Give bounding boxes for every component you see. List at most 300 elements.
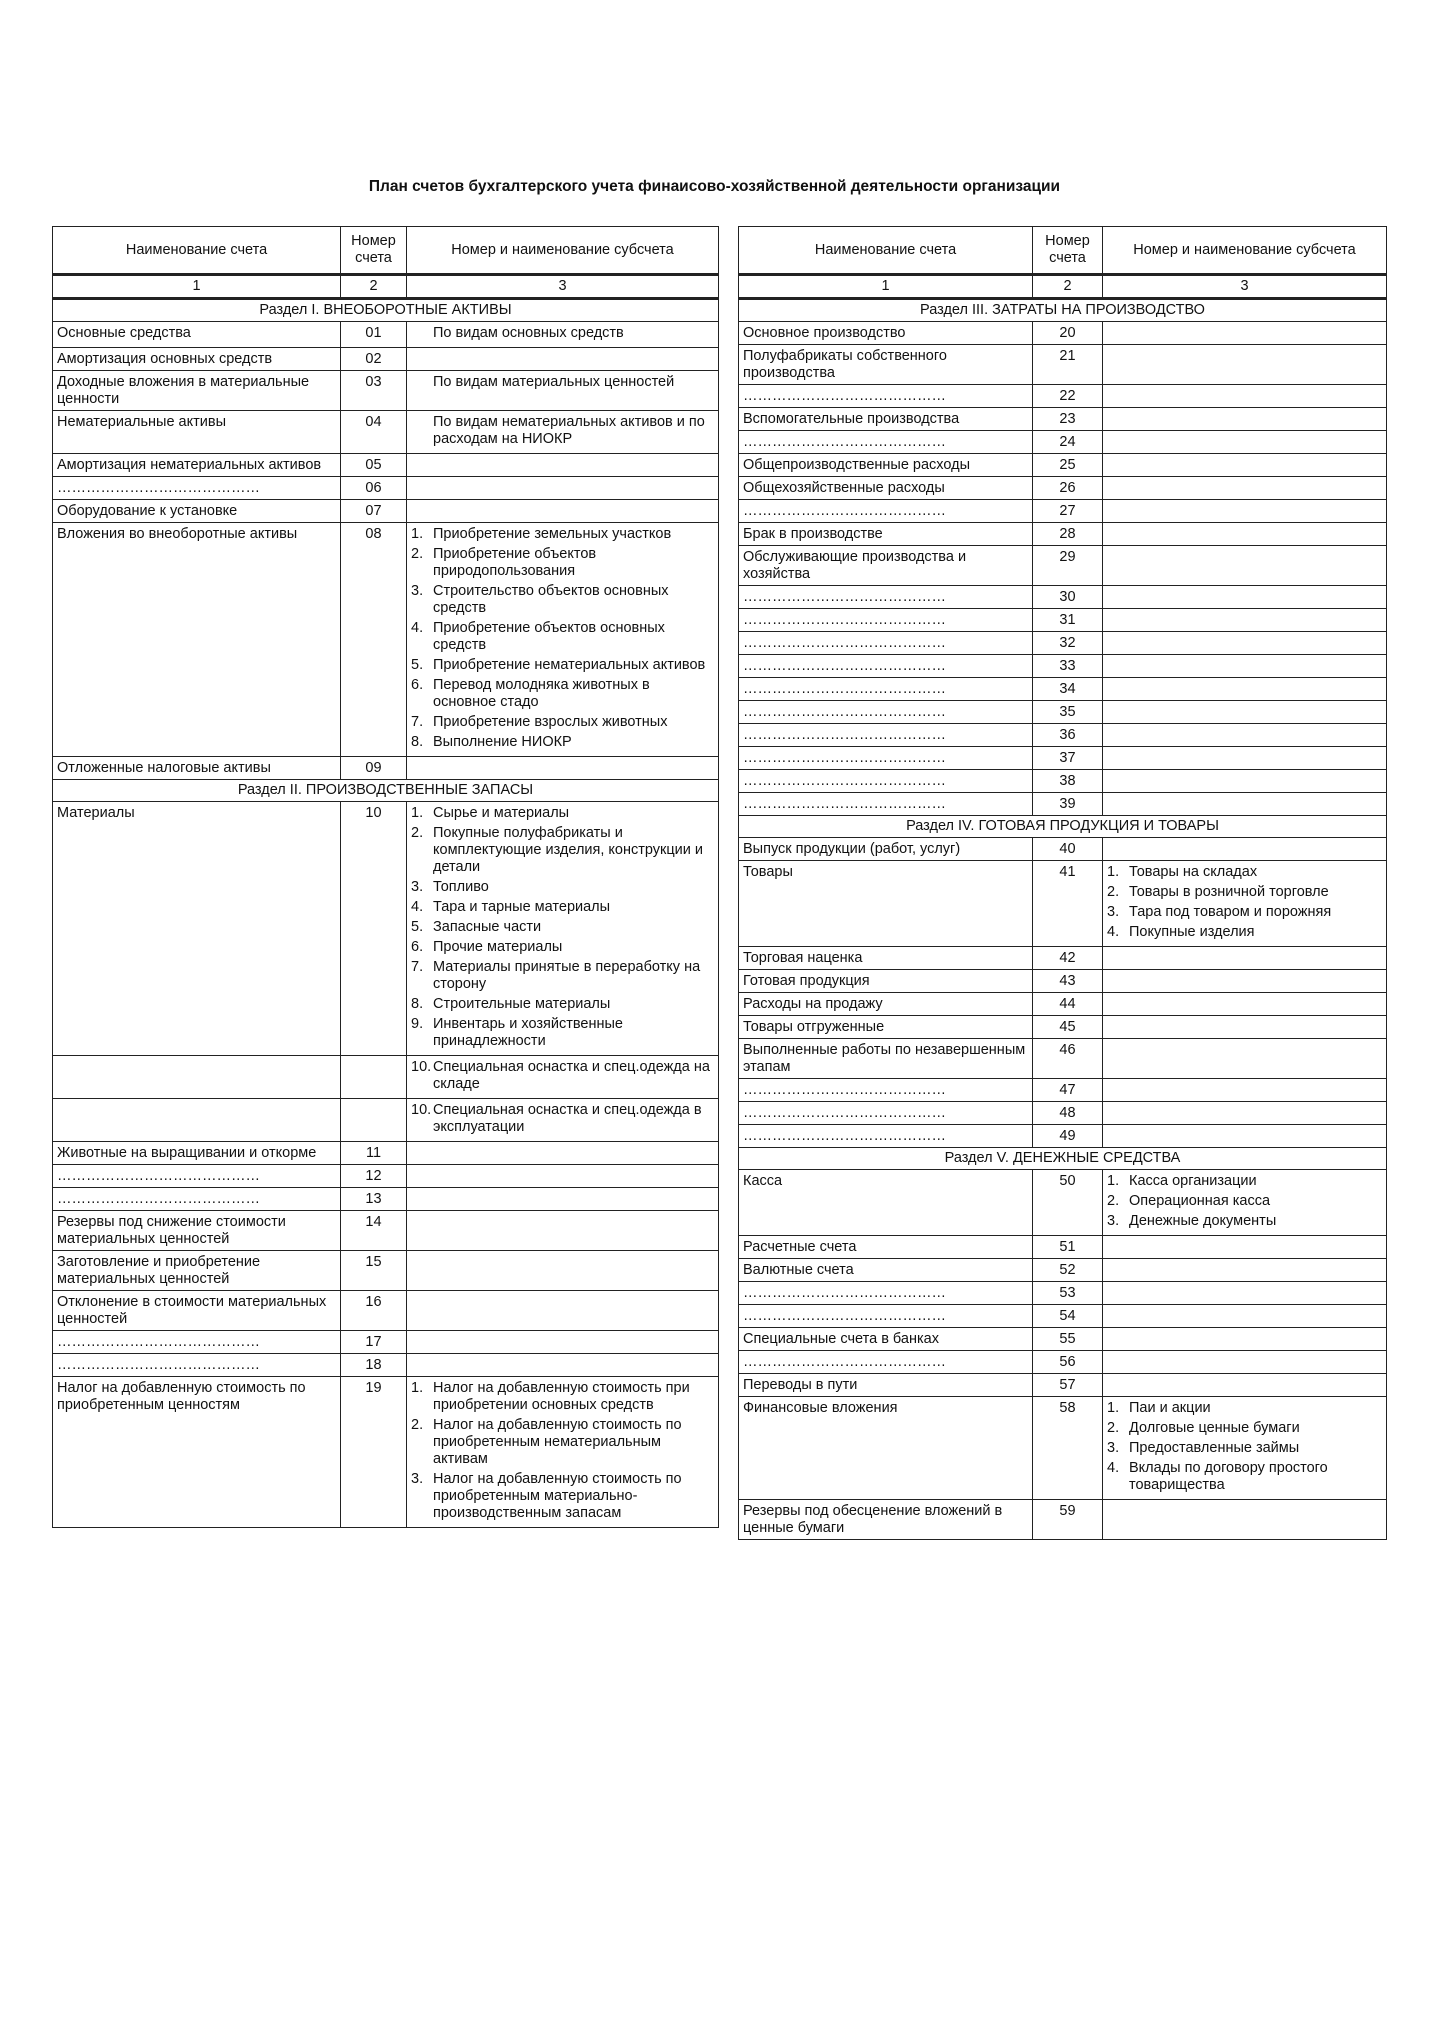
account-number: 42 <box>1033 947 1103 970</box>
header-subaccount: Номер и наименование субсчета <box>407 227 719 275</box>
subaccount-cell <box>1103 431 1387 454</box>
account-row <box>739 632 1387 655</box>
subaccount-cell <box>1103 523 1387 546</box>
subaccount-cell <box>1103 632 1387 655</box>
index-cell: 1 <box>53 275 341 299</box>
account-row <box>739 947 1387 970</box>
account-number: 32 <box>1033 632 1103 655</box>
subaccount-text: Налог на добавленную стоимость по приобретенным материально-производственным запасам <box>433 1471 682 1521</box>
account-number: 36 <box>1033 724 1103 747</box>
subaccount-text: Операционная касса <box>1129 1193 1271 1209</box>
account-name: Готовая продукция <box>739 970 1033 993</box>
account-number: 49 <box>1033 1125 1103 1148</box>
account-row <box>53 1251 719 1291</box>
account-name: Заготовление и приобретение материальных ценностей <box>53 1251 341 1291</box>
subaccount-text: Вклады по договору простого товарищества <box>1129 1460 1328 1493</box>
account-name: …………………………………… <box>739 1102 1033 1125</box>
account-number: 11 <box>341 1142 407 1165</box>
subaccount-number: 5. <box>411 657 424 673</box>
section-row <box>53 780 719 802</box>
account-number: 12 <box>341 1165 407 1188</box>
account-row <box>739 678 1387 701</box>
account-row <box>739 609 1387 632</box>
account-name: Расчетные счета <box>739 1236 1033 1259</box>
account-row <box>53 1142 719 1165</box>
account-number: 59 <box>1033 1500 1103 1540</box>
subaccount-item <box>1107 1420 1382 1437</box>
subaccount-item <box>411 919 714 936</box>
subaccount-number: 3. <box>1107 904 1120 920</box>
subaccount-number: 2. <box>411 825 424 841</box>
subaccount-item <box>411 734 714 751</box>
account-name: Основное производство <box>739 322 1033 345</box>
header-account-number: Номер счета <box>341 227 407 275</box>
header-subaccount: Номер и наименование субсчета <box>1103 227 1387 275</box>
account-number: 06 <box>341 477 407 500</box>
account-number: 55 <box>1033 1328 1103 1351</box>
account-name: …………………………………… <box>739 770 1033 793</box>
account-row <box>739 970 1387 993</box>
subaccount-number: 10. <box>411 1102 432 1118</box>
section-row <box>53 299 719 322</box>
subaccount-cell <box>407 1056 719 1099</box>
subaccount-item <box>1107 864 1382 881</box>
subaccount-text: Товары на складах <box>1129 864 1258 880</box>
account-number: 15 <box>341 1251 407 1291</box>
subaccount-text: Касса организации <box>1129 1173 1257 1189</box>
subaccount-number: 8. <box>411 996 424 1012</box>
subaccount-cell <box>1103 408 1387 431</box>
section-title: Раздел I. ВНЕОБОРОТНЫЕ АКТИВЫ <box>53 299 719 322</box>
subaccount-text: Материалы принятые в переработку на сторону <box>433 959 701 992</box>
account-name: …………………………………… <box>53 477 341 500</box>
subaccount-cell <box>1103 586 1387 609</box>
account-name: Специальные счета в банках <box>739 1328 1033 1351</box>
subaccount-number: 1. <box>411 805 424 821</box>
subaccount-number: 6. <box>411 677 424 693</box>
section-row <box>739 1148 1387 1170</box>
account-number: 47 <box>1033 1079 1103 1102</box>
subaccount-number: 3. <box>411 879 424 895</box>
account-number: 33 <box>1033 655 1103 678</box>
subaccount-number: 3. <box>411 1471 424 1487</box>
account-number: 34 <box>1033 678 1103 701</box>
subaccount-cell <box>1103 970 1387 993</box>
subaccount-item <box>411 546 714 580</box>
account-name: Амортизация нематериальных активов <box>53 454 341 477</box>
account-number: 23 <box>1033 408 1103 431</box>
subaccount-item <box>411 583 714 617</box>
account-row <box>739 345 1387 385</box>
account-row <box>739 1328 1387 1351</box>
account-number: 20 <box>1033 322 1103 345</box>
account-row <box>53 454 719 477</box>
subaccount-item <box>411 1471 714 1522</box>
subaccount-number: 6. <box>411 939 424 955</box>
subaccount-text: Специальная оснастка и спец.одежда на складе <box>433 1059 710 1092</box>
account-number: 22 <box>1033 385 1103 408</box>
page-title: План счетов бухгалтерского учета финаисово-хозяйственной деятельности организации <box>368 178 1061 195</box>
account-name: Резервы под обесценение вложений в ценные бумаги <box>739 1500 1033 1540</box>
subaccount-number: 3. <box>1107 1213 1120 1229</box>
subaccount-item <box>1107 1193 1382 1210</box>
account-number: 56 <box>1033 1351 1103 1374</box>
account-name: …………………………………… <box>739 724 1033 747</box>
subaccount-cell <box>407 371 719 411</box>
subaccount-cell <box>1103 1328 1387 1351</box>
account-row <box>53 371 719 411</box>
account-row <box>739 1259 1387 1282</box>
account-name: …………………………………… <box>739 431 1033 454</box>
subaccount-number: 4. <box>1107 1460 1120 1476</box>
subaccount-cell <box>407 411 719 454</box>
account-name: Амортизация основных средств <box>53 348 341 371</box>
account-row <box>739 1236 1387 1259</box>
account-row <box>739 1079 1387 1102</box>
account-row <box>53 1056 719 1099</box>
account-name: …………………………………… <box>53 1354 341 1377</box>
account-row <box>739 546 1387 586</box>
account-number: 31 <box>1033 609 1103 632</box>
subaccount-number: 1. <box>411 526 424 542</box>
accounts-table-left <box>52 226 719 1528</box>
account-number: 02 <box>341 348 407 371</box>
subaccount-number: 2. <box>411 546 424 562</box>
subaccount-cell <box>1103 322 1387 345</box>
subaccount-cell <box>407 757 719 780</box>
subaccount-text: Покупные изделия <box>1129 924 1255 940</box>
account-number: 01 <box>341 322 407 348</box>
account-name: …………………………………… <box>739 1351 1033 1374</box>
subaccount-text: Налог на добавленную стоимость при приобретении основных средств <box>433 1380 690 1413</box>
account-name: Общехозяйственные расходы <box>739 477 1033 500</box>
account-name: Торговая наценка <box>739 947 1033 970</box>
account-name: Доходные вложения в материальные ценности <box>53 371 341 411</box>
account-row <box>53 1354 719 1377</box>
subaccount-text: Перевод молодняка животных в основное стадо <box>433 677 650 710</box>
account-row <box>739 1397 1387 1500</box>
subaccount-cell <box>1103 609 1387 632</box>
account-name: Обслуживающие производства и хозяйства <box>739 546 1033 586</box>
subaccount-item <box>411 825 714 876</box>
subaccount-cell <box>1103 1125 1387 1148</box>
account-name: Вспомогательные производства <box>739 408 1033 431</box>
subaccount-item <box>1107 904 1382 921</box>
subaccount-cell <box>1103 1351 1387 1374</box>
account-number: 03 <box>341 371 407 411</box>
account-row <box>739 793 1387 816</box>
subaccount-cell <box>1103 724 1387 747</box>
subaccount-text: Топливо <box>433 879 489 895</box>
subaccount-text: Приобретение земельных участков <box>433 526 672 542</box>
subaccount-cell <box>407 1377 719 1528</box>
subaccount-cell <box>1103 385 1387 408</box>
account-name: …………………………………… <box>739 632 1033 655</box>
account-name: …………………………………… <box>739 678 1033 701</box>
subaccount-number: 1. <box>1107 1173 1120 1189</box>
account-number: 48 <box>1033 1102 1103 1125</box>
index-cell: 3 <box>407 275 719 299</box>
account-number: 05 <box>341 454 407 477</box>
account-name: Расходы на продажу <box>739 993 1033 1016</box>
subaccount-cell <box>1103 1016 1387 1039</box>
account-number: 30 <box>1033 586 1103 609</box>
account-number: 57 <box>1033 1374 1103 1397</box>
account-number: 44 <box>1033 993 1103 1016</box>
account-row <box>53 1377 719 1528</box>
accounts-body-left <box>53 299 719 1528</box>
header-row <box>739 227 1387 275</box>
account-name: …………………………………… <box>739 586 1033 609</box>
subaccount-number: 4. <box>411 899 424 915</box>
account-row <box>739 770 1387 793</box>
subaccount-text: Специальная оснастка и спец.одежда в эксплуатации <box>433 1102 702 1135</box>
subaccount-item <box>411 899 714 916</box>
account-name: …………………………………… <box>53 1188 341 1211</box>
account-name: …………………………………… <box>739 747 1033 770</box>
account-number: 14 <box>341 1211 407 1251</box>
subaccount-number: 1. <box>411 1380 424 1396</box>
account-row <box>53 477 719 500</box>
subaccount-cell <box>1103 1039 1387 1079</box>
subaccount-cell <box>407 348 719 371</box>
account-row <box>53 1291 719 1331</box>
account-number: 50 <box>1033 1170 1103 1236</box>
subaccount-cell <box>1103 1500 1387 1540</box>
account-row <box>739 747 1387 770</box>
account-name: Товары отгруженные <box>739 1016 1033 1039</box>
subaccount-cell <box>1103 500 1387 523</box>
account-row <box>53 1188 719 1211</box>
account-number <box>341 1099 407 1142</box>
account-number: 43 <box>1033 970 1103 993</box>
account-number: 21 <box>1033 345 1103 385</box>
subaccount-cell <box>1103 1374 1387 1397</box>
subaccount-cell <box>407 1142 719 1165</box>
account-row <box>739 861 1387 947</box>
subaccount-cell <box>1103 477 1387 500</box>
account-name: …………………………………… <box>53 1165 341 1188</box>
account-name: Животные на выращивании и откорме <box>53 1142 341 1165</box>
subaccount-number: 4. <box>411 620 424 636</box>
accounts-body-right <box>739 299 1387 1540</box>
subaccount-cell <box>407 322 719 348</box>
account-row <box>53 322 719 348</box>
account-row <box>53 1099 719 1142</box>
account-row <box>739 1374 1387 1397</box>
subaccount-cell <box>1103 345 1387 385</box>
subaccount-text: Налог на добавленную стоимость по приобретенным нематериальным активам <box>433 1417 682 1467</box>
account-row <box>739 586 1387 609</box>
account-number: 35 <box>1033 701 1103 724</box>
subaccount-number: 1. <box>1107 1400 1120 1416</box>
account-name: Финансовые вложения <box>739 1397 1033 1500</box>
subaccount-cell <box>1103 770 1387 793</box>
account-name: Общепроизводственные расходы <box>739 454 1033 477</box>
account-name: Выполненные работы по незавершенным этапам <box>739 1039 1033 1079</box>
account-name: …………………………………… <box>739 1079 1033 1102</box>
account-number: 54 <box>1033 1305 1103 1328</box>
header-account-name: Наименование счета <box>53 227 341 275</box>
subaccount-cell <box>1103 701 1387 724</box>
account-row <box>53 348 719 371</box>
subaccount-item <box>1107 884 1382 901</box>
subaccount-item <box>411 1417 714 1468</box>
subaccount-number: 2. <box>1107 884 1120 900</box>
index-cell: 3 <box>1103 275 1387 299</box>
account-name: …………………………………… <box>739 1125 1033 1148</box>
account-row <box>739 385 1387 408</box>
subaccount-item <box>1107 1213 1382 1230</box>
account-row <box>53 1211 719 1251</box>
subaccount-cell <box>1103 1236 1387 1259</box>
account-row <box>739 1102 1387 1125</box>
account-name: Товары <box>739 861 1033 947</box>
account-number: 38 <box>1033 770 1103 793</box>
account-name: Переводы в пути <box>739 1374 1033 1397</box>
account-number: 10 <box>341 802 407 1056</box>
subaccount-text: Инвентарь и хозяйственные принадлежности <box>433 1016 623 1049</box>
account-number: 09 <box>341 757 407 780</box>
account-name: Налог на добавленную стоимость по приобретенным ценностям <box>53 1377 341 1528</box>
account-row <box>739 1305 1387 1328</box>
account-number: 58 <box>1033 1397 1103 1500</box>
subaccount-number: 3. <box>1107 1440 1120 1456</box>
account-name: …………………………………… <box>739 609 1033 632</box>
account-name: …………………………………… <box>739 500 1033 523</box>
subaccount-cell <box>1103 678 1387 701</box>
header-account-number: Номер счета <box>1033 227 1103 275</box>
subaccount-text: По видам основных средств <box>433 325 624 341</box>
account-number: 29 <box>1033 546 1103 586</box>
index-cell: 2 <box>1033 275 1103 299</box>
account-row <box>53 802 719 1056</box>
account-name: …………………………………… <box>739 385 1033 408</box>
subaccount-item <box>411 959 714 993</box>
subaccount-item <box>411 620 714 654</box>
subaccount-cell <box>1103 947 1387 970</box>
account-number: 24 <box>1033 431 1103 454</box>
account-row <box>739 993 1387 1016</box>
account-name: Оборудование к установке <box>53 500 341 523</box>
subaccount-item <box>1107 1400 1382 1417</box>
subaccount-cell <box>1103 1102 1387 1125</box>
subaccount-cell <box>407 1188 719 1211</box>
subaccount-text: Строительные материалы <box>433 996 611 1012</box>
subaccount-cell <box>1103 1079 1387 1102</box>
account-row <box>739 500 1387 523</box>
account-row <box>739 408 1387 431</box>
subaccount-item <box>1107 1440 1382 1457</box>
account-number: 13 <box>341 1188 407 1211</box>
account-row <box>739 701 1387 724</box>
account-row <box>739 431 1387 454</box>
subaccount-item <box>411 1380 714 1414</box>
subaccount-number: 7. <box>411 959 424 975</box>
section-title: Раздел IV. ГОТОВАЯ ПРОДУКЦИЯ И ТОВАРЫ <box>739 816 1387 838</box>
subaccount-item <box>411 939 714 956</box>
subaccount-number: 2. <box>411 1417 424 1433</box>
section-row <box>739 816 1387 838</box>
subaccount-text: Приобретение взрослых животных <box>433 714 668 730</box>
account-row <box>739 1282 1387 1305</box>
account-name: Нематериальные активы <box>53 411 341 454</box>
account-number: 18 <box>341 1354 407 1377</box>
subaccount-number: 3. <box>411 583 424 599</box>
subaccount-item <box>411 414 714 448</box>
index-row <box>53 275 719 299</box>
account-row <box>739 322 1387 345</box>
account-name: Выпуск продукции (работ, услуг) <box>739 838 1033 861</box>
account-number: 04 <box>341 411 407 454</box>
account-number: 51 <box>1033 1236 1103 1259</box>
account-row <box>739 724 1387 747</box>
subaccount-item <box>411 1102 714 1136</box>
subaccount-text: Долговые ценные бумаги <box>1129 1420 1300 1436</box>
subaccount-number: 7. <box>411 714 424 730</box>
account-row <box>739 655 1387 678</box>
account-row <box>739 1016 1387 1039</box>
account-name: …………………………………… <box>739 1305 1033 1328</box>
subaccount-cell <box>407 802 719 1056</box>
account-row <box>739 454 1387 477</box>
subaccount-cell <box>1103 993 1387 1016</box>
subaccount-text: Запасные части <box>433 919 542 935</box>
subaccount-text: Товары в розничной торговле <box>1129 884 1329 900</box>
account-number: 16 <box>341 1291 407 1331</box>
subaccount-cell <box>407 454 719 477</box>
accounts-table-right <box>738 226 1387 1540</box>
subaccount-text: Выполнение НИОКР <box>433 734 572 750</box>
subaccount-cell <box>1103 838 1387 861</box>
account-name: Касса <box>739 1170 1033 1236</box>
subaccount-item <box>411 996 714 1013</box>
subaccount-cell <box>407 500 719 523</box>
account-name: Валютные счета <box>739 1259 1033 1282</box>
subaccount-item <box>1107 924 1382 941</box>
subaccount-cell <box>1103 546 1387 586</box>
subaccount-text: Приобретение объектов основных средств <box>433 620 665 653</box>
account-name: …………………………………… <box>739 1282 1033 1305</box>
subaccount-cell <box>1103 747 1387 770</box>
section-row <box>739 299 1387 322</box>
subaccount-number: 5. <box>411 919 424 935</box>
section-title: Раздел V. ДЕНЕЖНЫЕ СРЕДСТВА <box>739 1148 1387 1170</box>
subaccount-cell <box>407 1291 719 1331</box>
account-row <box>53 1165 719 1188</box>
subaccount-text: Предоставленные займы <box>1129 1440 1300 1456</box>
subaccount-item <box>411 1016 714 1050</box>
account-row <box>739 1170 1387 1236</box>
account-name: Отклонение в стоимости материальных ценностей <box>53 1291 341 1331</box>
subaccount-item <box>411 657 714 674</box>
subaccount-item <box>411 325 714 342</box>
index-cell: 2 <box>341 275 407 299</box>
index-row <box>739 275 1387 299</box>
account-number: 53 <box>1033 1282 1103 1305</box>
subaccount-number: 8. <box>411 734 424 750</box>
account-row <box>53 500 719 523</box>
subaccount-cell <box>407 523 719 757</box>
account-number: 41 <box>1033 861 1103 947</box>
account-row <box>739 1039 1387 1079</box>
account-name <box>53 1099 341 1142</box>
subaccount-text: Покупные полуфабрикаты и комплектующие изделия, конструкции и детали <box>433 825 704 875</box>
account-number: 19 <box>341 1377 407 1528</box>
subaccount-text: Прочие материалы <box>433 939 563 955</box>
account-number: 52 <box>1033 1259 1103 1282</box>
account-number: 17 <box>341 1331 407 1354</box>
